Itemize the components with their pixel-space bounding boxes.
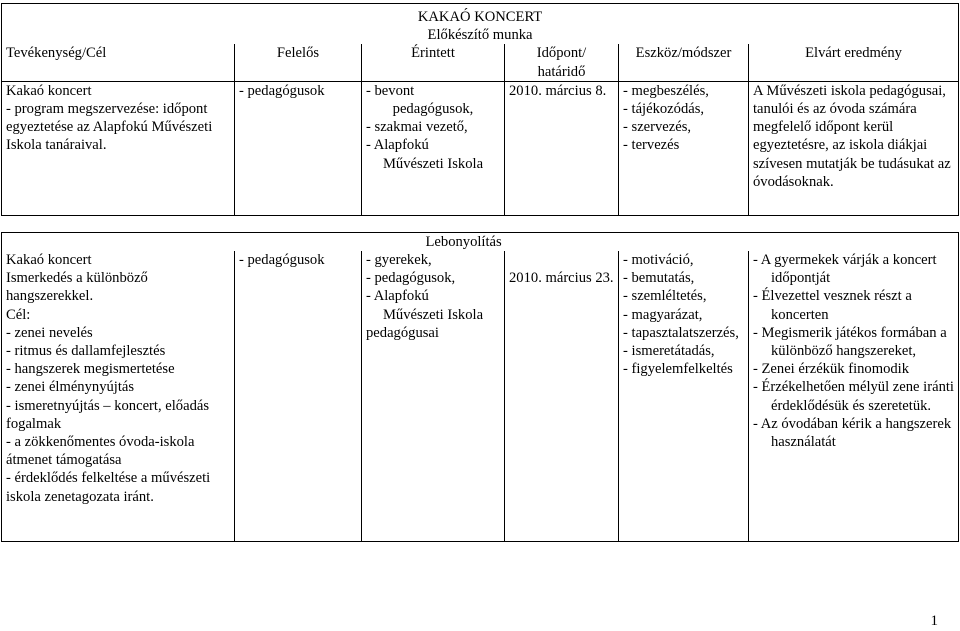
row2-involved-line: - gyerekek, — [366, 252, 432, 269]
row2-activity-line: - ismeretnyújtás – koncert, előadás fogalmak — [6, 397, 210, 432]
row2-result — [749, 251, 959, 541]
row2-activity-line: Cél: — [6, 306, 31, 323]
row1-activity-line: Kakaó koncert — [6, 82, 92, 99]
row1-activity-line: - program megszervezése: időpont egyeztetése az Alapfokú Művészeti Iskola tanáraival. — [6, 101, 213, 154]
row2-activity-line: Ismerkedés a különböző hangszerekkel. — [6, 270, 148, 305]
header-responsible: Felelős — [235, 44, 362, 81]
row1-involved — [362, 81, 505, 215]
row2-involved-line: - pedagógusok, — [366, 270, 456, 287]
row2-result-line: - A gyermekek várják a koncert időpontját — [753, 252, 937, 287]
row2-involved-line: pedagógusai — [366, 324, 439, 341]
row2-activity-line: - a zökkenőmentes óvoda-iskola átmenet támogatása — [6, 434, 195, 469]
row1-involved-line: - szakmai vezető, — [366, 119, 468, 136]
section-heading-preparation: Előkészítő munka — [2, 26, 959, 44]
row2-activity-line: - zenei nevelés — [6, 324, 93, 341]
row2-result-line: - Zenei érzékük finomodik — [753, 361, 910, 378]
row2-method-line: - szemléltetés, — [623, 288, 707, 305]
header-date-line1: Időpont/ — [536, 45, 587, 62]
row1-method-line: - tervezés — [623, 137, 680, 154]
row1-involved-line: Művészeti Iskola — [382, 155, 484, 172]
section-heading-execution: Lebonyolítás — [362, 232, 959, 251]
header-result: Elvárt eredmény — [749, 44, 959, 81]
header-method: Eszköz/módszer — [619, 44, 749, 81]
row2-method-line: - motiváció, — [623, 252, 694, 269]
row2-activity-line: - érdeklődés felkeltése a művészeti iskola zenetagozata iránt. — [6, 470, 211, 505]
row1-responsible-line: - pedagógusok — [239, 82, 325, 99]
row2-activity-line: - zenei élménynyújtás — [6, 379, 135, 396]
table-row — [2, 232, 959, 251]
row2-method-line: - magyarázat, — [623, 306, 703, 323]
row2-activity-line: - ritmus és dallamfejlesztés — [6, 343, 166, 360]
row1-method — [619, 81, 749, 215]
row2-method-line: - figyelemfelkeltés — [623, 361, 733, 378]
row1-result-text: A Művészeti iskola pedagógusai, tanulói és az óvoda számára megfelelő időpont kerül egyeztetésre, az iskola diákjai szívesen mutatják be tudásukat az óvodásoknak. — [753, 82, 951, 190]
row1-involved-line: - Alapfokú — [366, 137, 429, 154]
row2-result-line: - Élvezettel vesznek részt a koncerten — [753, 288, 912, 323]
row1-date: 2010. március 8. — [505, 81, 619, 215]
header-involved: Érintett — [362, 44, 505, 81]
row2-responsible-line: - pedagógusok — [239, 252, 325, 269]
row2-activity — [2, 251, 235, 541]
row2-method-line: - tapasztalatszerzés, — [623, 324, 739, 341]
row2-involved-line: - Alapfokú — [366, 288, 429, 305]
row2-date: 2010. március 23. — [505, 251, 619, 541]
row1-activity — [2, 81, 235, 215]
header-date — [505, 44, 619, 81]
table-row — [2, 81, 959, 215]
header-activity: Tevékenység/Cél — [2, 44, 235, 81]
row2-method-line: - ismeretátadás, — [623, 343, 715, 360]
row2-activity-line: Kakaó koncert — [6, 252, 92, 269]
table-spacer — [2, 215, 959, 232]
row2-result-line: - Érzékelhetően mélyül zene iránti érdeklődésük és szeretetük. — [753, 379, 954, 414]
table-row — [2, 251, 959, 541]
row2-responsible — [235, 251, 362, 541]
row1-method-line: - tájékozódás, — [623, 101, 705, 118]
row2-activity-line: - hangszerek megismertetése — [6, 361, 175, 378]
header-date-line2: határidő — [537, 63, 586, 80]
row2-involved — [362, 251, 505, 541]
row1-involved-line: - bevont — [366, 82, 415, 99]
row1-result — [749, 81, 959, 215]
page-number: 1 — [930, 613, 938, 629]
row2-result-line: - Az óvodában kérik a hangszerek használatát — [753, 415, 952, 451]
row1-involved-line: pedagógusok, — [392, 101, 474, 118]
document-title: KAKAÓ KONCERT — [2, 4, 959, 27]
row2-involved-line: Művészeti Iskola — [382, 306, 484, 323]
activity-plan-table — [1, 3, 959, 542]
row1-method-line: - szervezés, — [623, 119, 692, 136]
row2-method-line: - bemutatás, — [623, 270, 695, 287]
row1-method-line: - megbeszélés, — [623, 82, 709, 99]
table-header-row — [2, 44, 959, 81]
row1-responsible — [235, 81, 362, 215]
row2-method — [619, 251, 749, 541]
row2-result-line: - Megismerik játékos formában a különböző hangszereket, — [753, 324, 947, 360]
